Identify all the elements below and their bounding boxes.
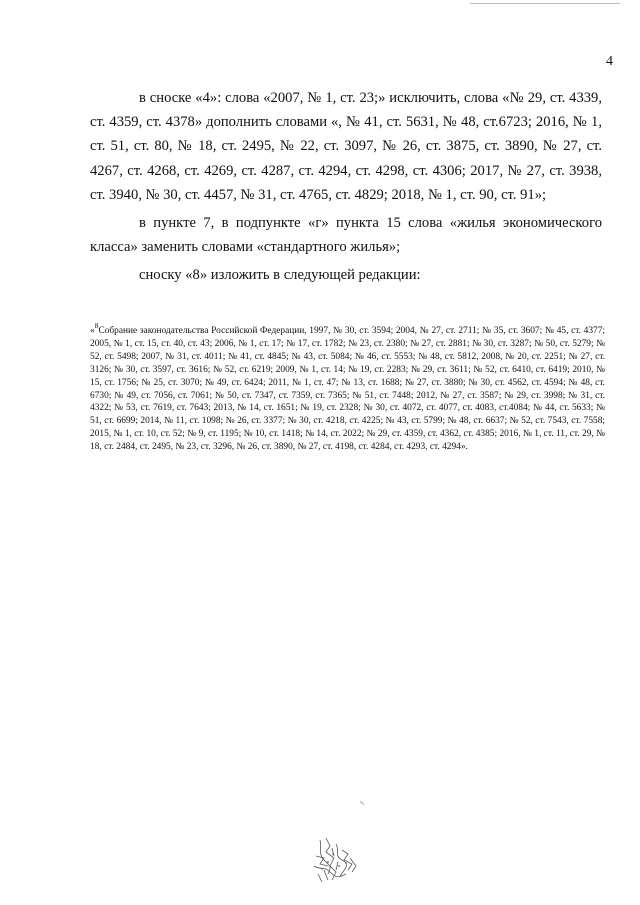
scan-dust-mark — [359, 800, 365, 806]
scan-edge-line — [470, 3, 620, 4]
body-paragraph-item-7: в пункте 7, в подпункте «г» пункта 15 слова «жилья экономического класса» заменить словами «стандартного жилья»; — [90, 215, 602, 256]
page-number: 4 — [606, 54, 613, 69]
footnote-text — [90, 321, 605, 454]
footnote-marker: 8 — [94, 321, 99, 330]
body-paragraph-footnote-8: сноску «8» изложить в следующей редакции: — [139, 267, 421, 284]
footnote-block — [90, 321, 605, 454]
signature-scribble-icon — [306, 836, 364, 886]
body-paragraph-footnote-4: в сноске «4»: слова «2007, № 1, ст. 23;» исключить, слова «№ 29, ст. 4339, ст. 4359, ст. 4378» дополнить словами «, № 41, ст. 5631, № 48, ст.6723; 2016, № 1, ст. 51, ст. 80, № 18, ст. 2495, № 22, ст. 3097, № 26, ст. 3875, ст. 3890, № 27, ст. 4267, ст. 4268, ст. 4269, ст. 4287, ст. 4294, ст. 4298, ст. 4306; 2017, № 27, ст. 3938, ст. 3940, № 30, ст. 4457, № 31, ст. 4765, ст. 4829; 2018, № 1, ст. 90, ст. 91»; — [90, 90, 602, 203]
footnote-content: Собрание законодательства Российской Федерации, 1997, № 30, ст. 3594; 2004, № 27, ст. 2711; № 35, ст. 3607; № 45, ст. 4377; 2005, № 1, ст. 15, ст. 40, ст. 43; 2006, № 1, ст. 17; № 17, ст. 1782; № 23, ст. 2380; № 27, ст. 2881; № 30, ст. 3287; № 50, ст. 5279; № 52, ст. 5498; 2007, № 31, ст. 4011; № 41, ст. 4845; № 43, ст. 5084; № 46, ст. 5553; № 48, ст. 5812, 2008, № 20, ст. 2251; № 27, ст. 3126; № 30, ст. 3597, ст. 3616; № 52, ст. 6219; 2009, № 1, ст. 14; № 19, ст. 2283; № 29, ст. 3611; № 52, ст. 6410, ст. 6419; 2010, № 15, ст. 1756; № 25, ст. 3070; № 49, ст. 6424; 2011, № 1, ст. 47; № 13, ст. 1688; № 27, ст. 3880; № 30, ст. 4562, ст. 4594; № 48, ст. 6730; № 49, ст. 7056, ст. 7061; № 50, ст. 7347, ст. 7359, ст. 7365; № 51, ст. 7448; 2012, № 27, ст. 3587; № 29, ст. 3998; № 31, ст. 4322; № 53, ст. 7619, ст. 7643; 2013, № 14, ст. 1651; № 19, ст. 2328; № 30, ст. 4072, ст. 4077, ст. 4083, ст.4084; № 44, ст. 5633; № 51, ст. 6699; 2014, № 11, ст. 1098; № 26, ст. 3377; № 30, ст. 4218, ст. 4225; № 43, ст. 5799; № 48, ст. 6637; № 52, ст. 7543, ст. 7558; 2015, № 1, ст. 10, ст. 52; № 9, ст. 1195; № 10, ст. 1418; № 14, ст. 2022; № 29, ст. 4359, ст. 4362, ст. 4385; 2016, № 1, ст. 11, ст. 29, № 18, ст. 2484, ст. 2495, № 23, ст. 3296, № 26, ст. 3890, № 27, ст. 4198, ст. 4284, ст. 4293, ст. 4294». — [90, 326, 605, 453]
document-body — [90, 86, 602, 292]
footnote-open-quote: « — [90, 326, 95, 336]
